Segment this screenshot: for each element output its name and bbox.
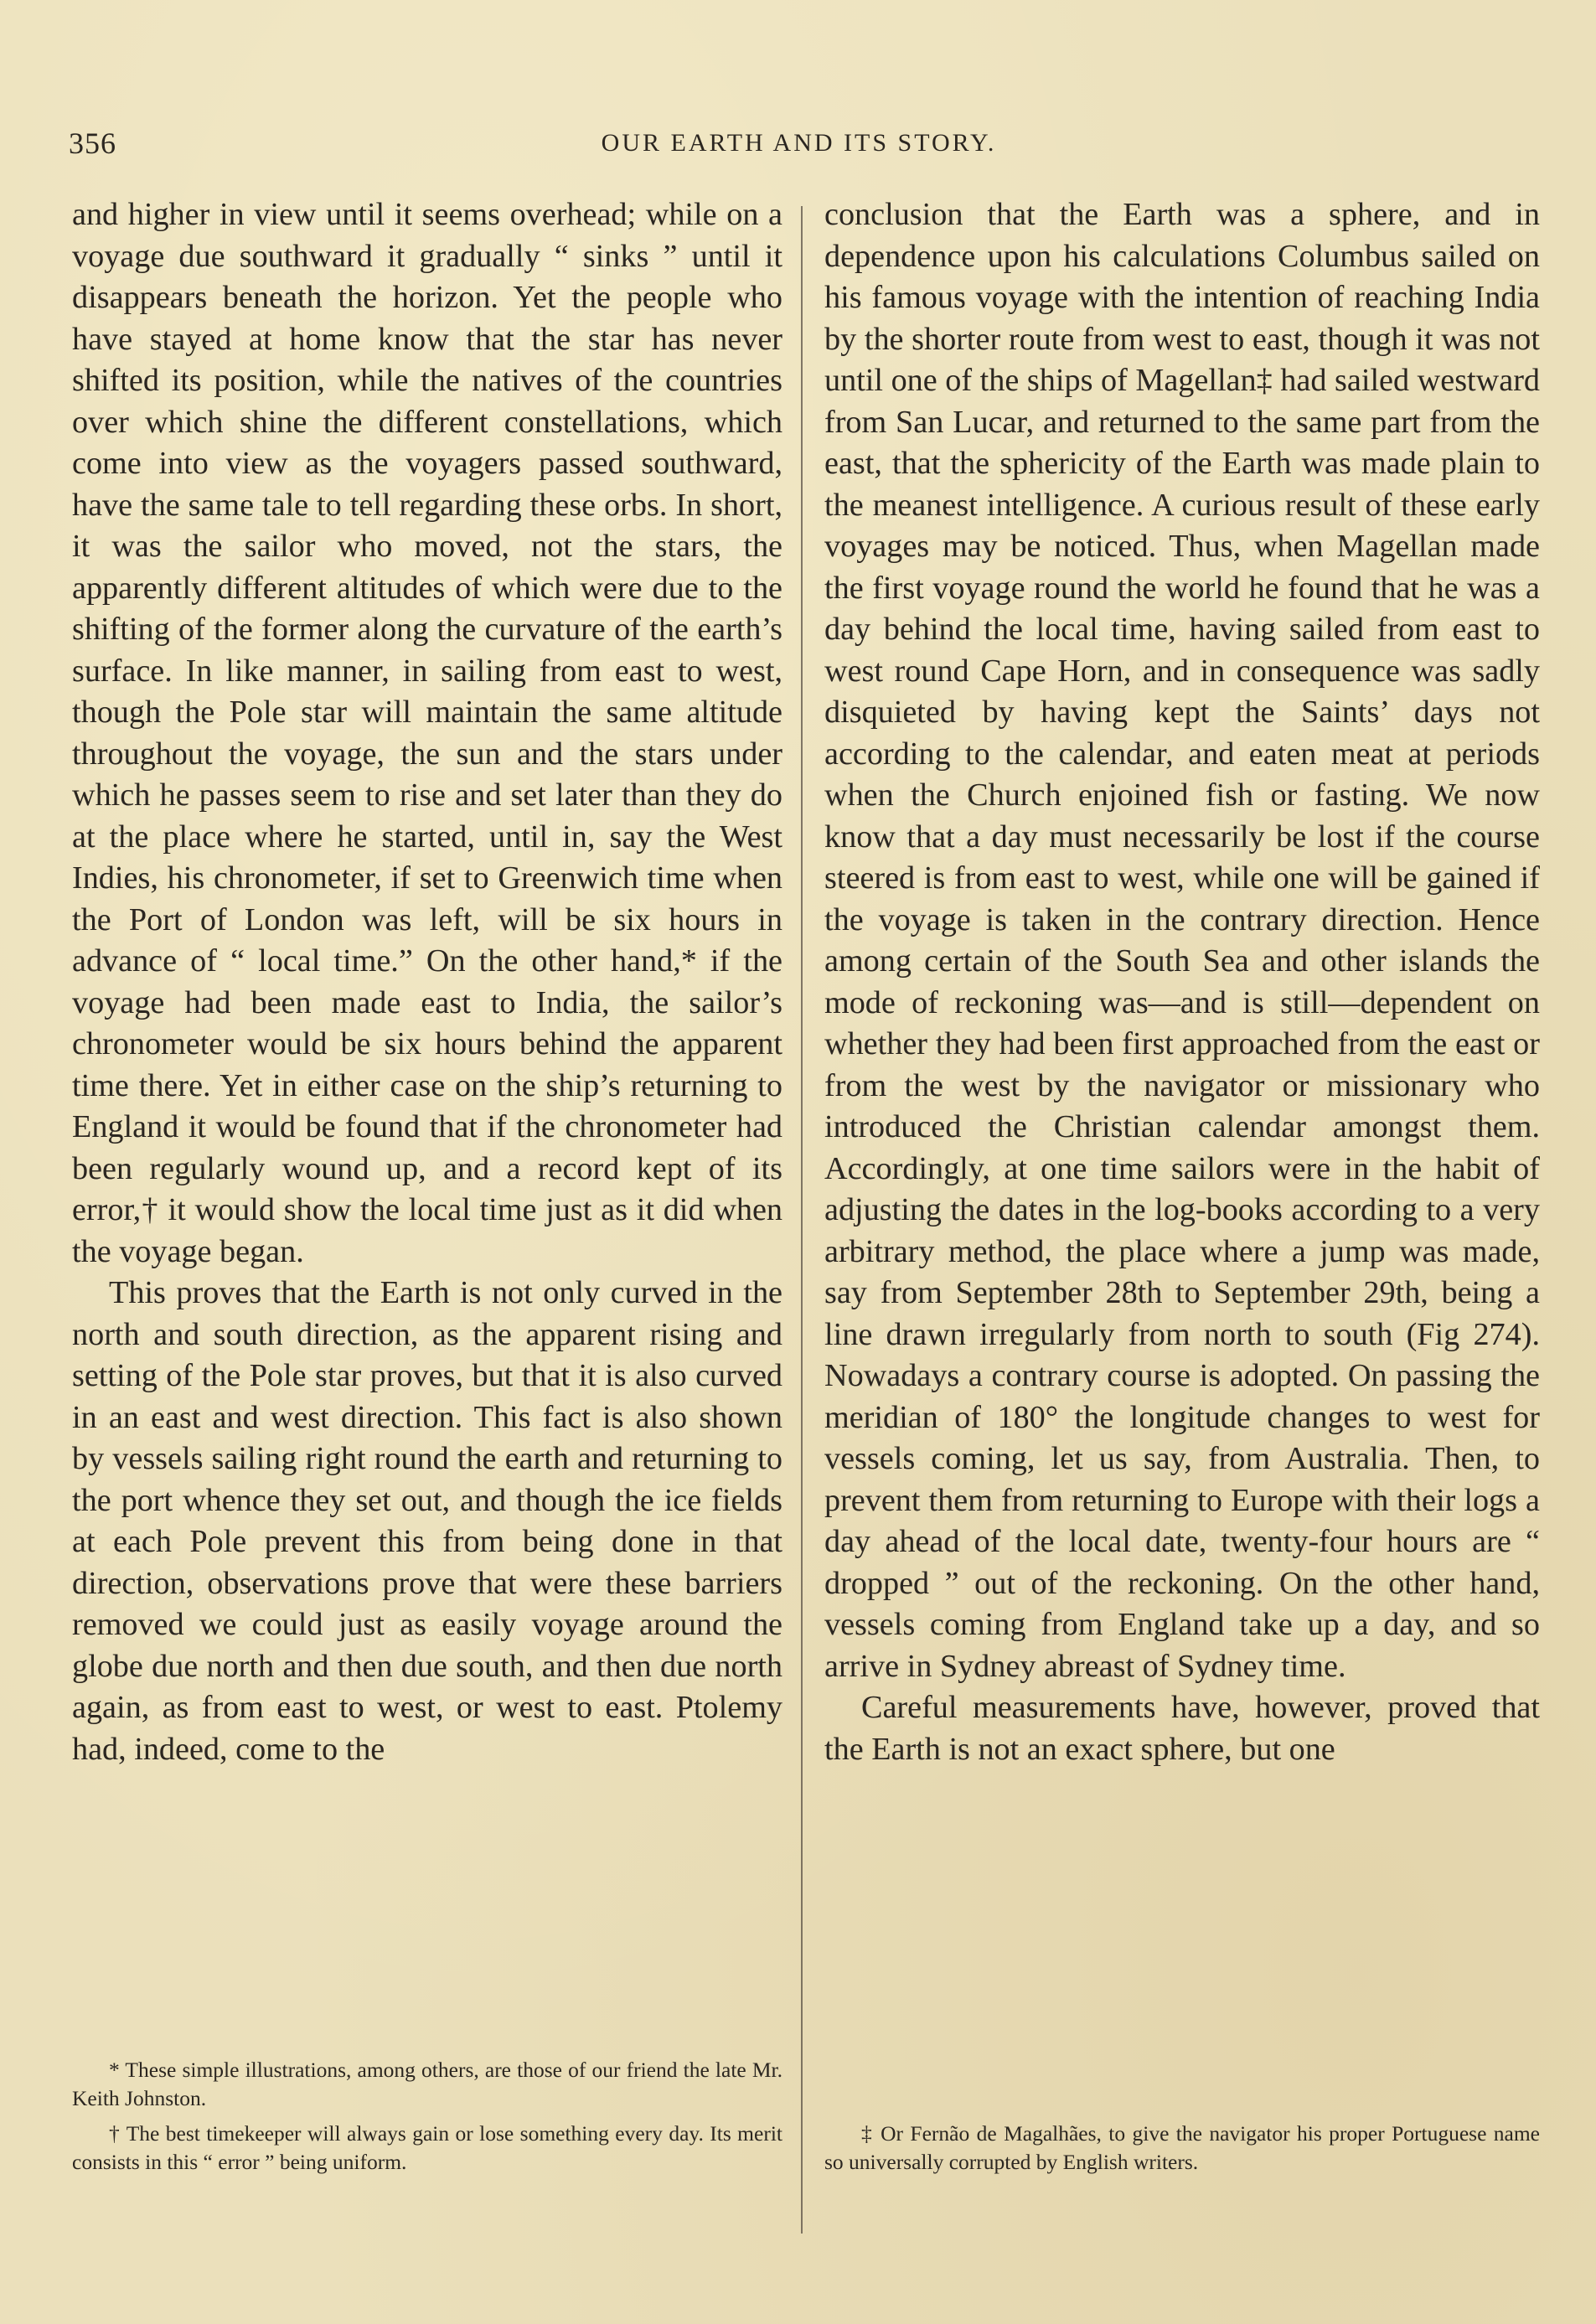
page-number: 356 <box>69 127 116 160</box>
column-divider <box>801 206 803 2234</box>
left-column <box>72 194 783 1770</box>
left-paragraph-1: and higher in view until it seems overhead; while on a voyage due southward it gradually “ sinks ” until it disappears beneath the horizon. Yet the people who have stayed at home know that the star has never shifted its position, while the natives of the countries over which shine the different constellations, which come into view as the voyagers passed southward, have the same tale to tell regarding these orbs. In short, it was the sailor who moved, not the stars, the apparently different altitudes of which were due to the shifting of the former along the curvature of the earth’s surface. In like manner, in sailing from east to west, though the Pole star will maintain the same altitude throughout the voyage, the sun and the stars under which he passes seem to rise and set later than they do at the place where he started, until in, say the West Indies, his chronometer, if set to Greenwich time when the Port of London was left, will be six hours in advance of “ local time.” On the other hand,* if the voyage had been made east to India, the sailor’s chronometer would be six hours behind the apparent time there. Yet in either case on the ship’s returning to England it would be found that if the chronometer had been regularly wound up, and a record kept of its error,† it would show the local time just as it did when the voyage began. <box>72 197 783 1269</box>
book-title: OUR EARTH AND ITS STORY. <box>601 129 997 157</box>
footnote-double-dagger: ‡ Or Fernão de Magalhães, to give the navigator his proper Portuguese name so universally corrupted by English writers. <box>824 2121 1540 2174</box>
right-column <box>824 194 1540 1770</box>
right-paragraph-1: conclusion that the Earth was a sphere, and in dependence upon his calculations Columbus sailed on his famous voyage with the intention of reaching India by the shorter route from west to east, though it was not until one of the ships of Magellan‡ had sailed westward from San Lucar, and returned to the same part from the east, that the sphericity of the Earth was made plain to the meanest intelligence. A curious result of these early voyages may be noticed. Thus, when Magellan made the first voyage round the world he found that he was a day behind the local time, having sailed from east to west round Cape Horn, and in consequence was sadly disquieted by having kept the Saints’ days not according to the calendar, and eaten meat at periods when the Church enjoined fish or fasting. We now know that a day must necessarily be lost if the course steered is from east to west, while one will be gained if the voyage is taken in the contrary direction. Hence among certain of the South Sea and other islands the mode of reckoning was—and is still—dependent on whether they had been first approached from the east or from the west by the navigator or missionary who introduced the Christian calendar amongst them. Accordingly, at one time sailors were in the habit of adjusting the dates in the log-books according to a very arbitrary method, the place where a jump was made, say from September 28th to September 29th, being a line drawn irregularly from north to south (Fig 274). Nowadays a contrary course is adopted. On passing the meridian of 180° the longitude changes to west for vessels coming, let us say, from Australia. Then, to prevent them from returning to Europe with their logs a day ahead of the local date, twenty-four hours are “ dropped ” out of the reckoning. On the other hand, vessels coming from England take up a day, and so arrive in Sydney abreast of Sydney time. <box>824 197 1540 1684</box>
right-paragraph-2: Careful measurements have, however, proved that the Earth is not an exact sphere, but one <box>824 1690 1540 1767</box>
footnote-dagger: † The best timekeeper will always gain or lose something every day. Its merit consists in this “ error ” being uniform. <box>72 2121 783 2174</box>
footnote-star: * These simple illustrations, among others, are those of our friend the late Mr. Keith Johnston. <box>72 2058 783 2110</box>
right-footnotes <box>824 2120 1540 2183</box>
left-paragraph-2: This proves that the Earth is not only curved in the north and south direction, as the apparent rising and setting of the Pole star proves, but that it is also curved in an east and west direction. This fact is also shown by vessels sailing right round the earth and returning to the port whence they set out, and though the ice fields at each Pole prevent this from being done in that direction, observations prove that were these barriers removed we could just as easily voyage around the globe due north and then due south, and then due north again, as from east to west, or west to east. Ptolemy had, indeed, come to the <box>72 1275 783 1767</box>
left-footnotes <box>72 2056 783 2183</box>
running-head <box>69 126 1529 159</box>
